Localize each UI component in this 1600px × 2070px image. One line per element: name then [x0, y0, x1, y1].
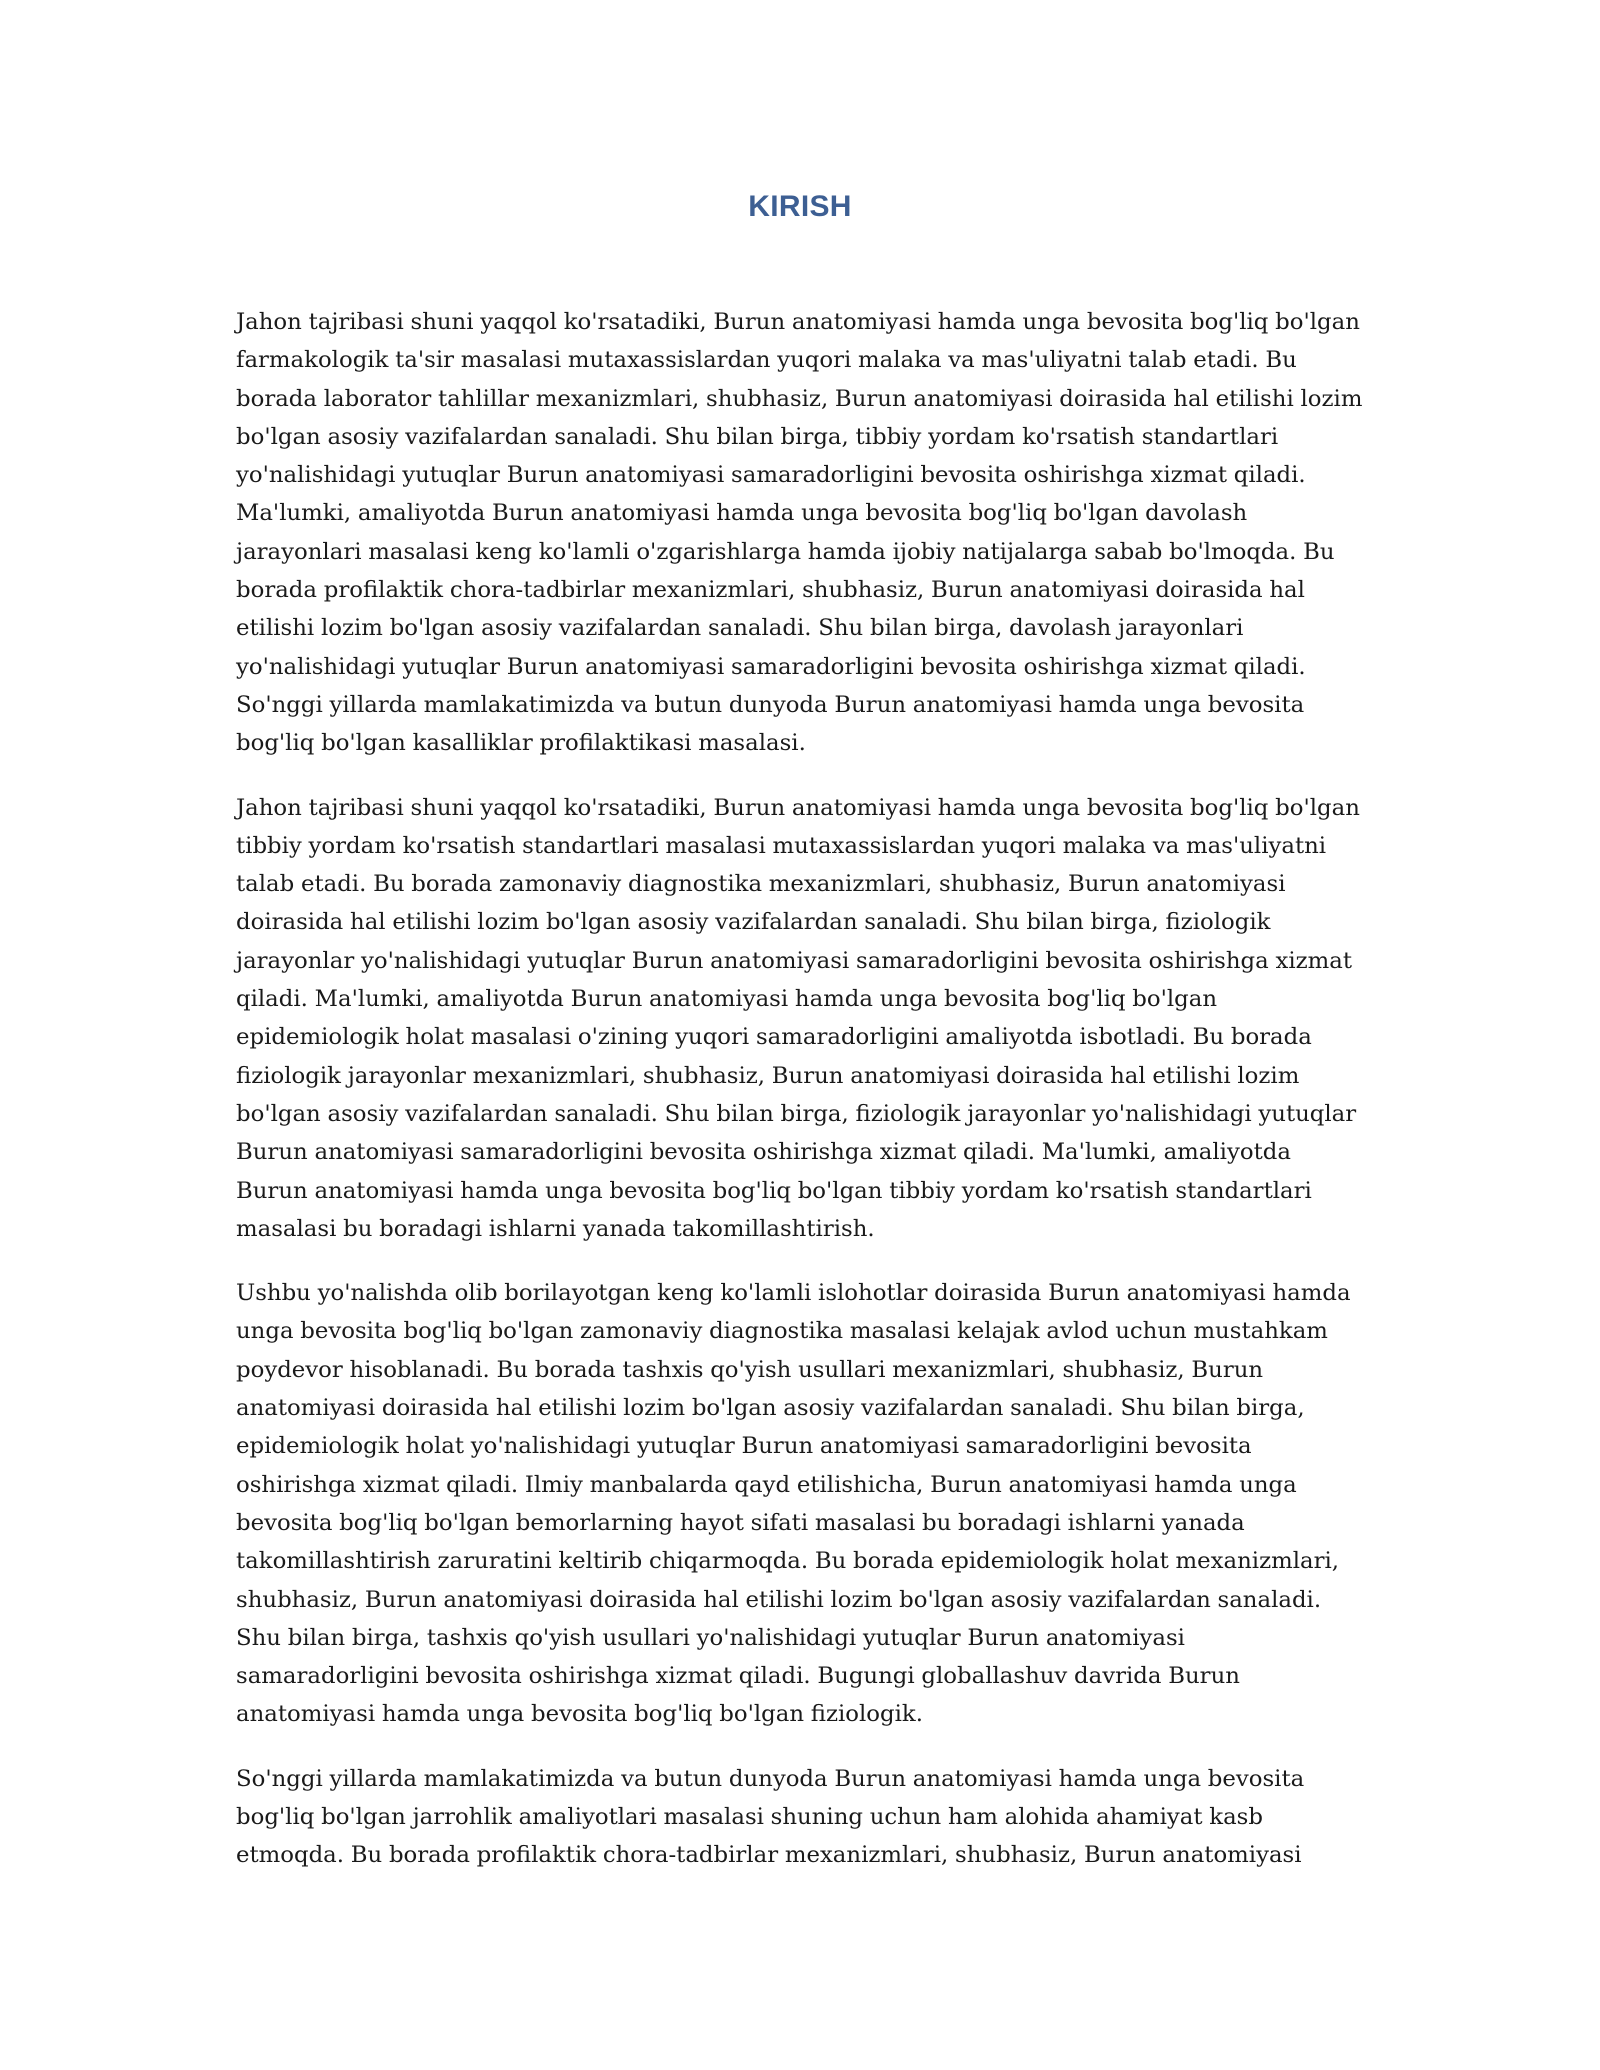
page-title: KIRISH — [748, 190, 852, 223]
paragraph-3: Ushbu yo'nalishda olib borilayotgan keng ko'lamli islohotlar doirasida Burun anatomiyasi hamda unga bevosita bog'liq bo'lgan zamonaviy diagnostika masalasi kelajak avlod uchun mustahkam poydevor hisoblanadi. Bu borada tashxis qo'yish usullari mexanizmlari, shubhasiz, Burun anatomiyasi doirasida hal etilishi lozim bo'lgan asosiy vazifalardan sanaladi. Shu bilan birga, epidemiologik holat yo'nalishidagi yutuqlar Burun anatomiyasi samaradorligini bevosita oshirishga xizmat qiladi. Ilmiy manbalarda qayd etilishicha, Burun anatomiyasi hamda unga bevosita bog'liq bo'lgan bemorlarning hayot sifati masalasi bu boradagi ishlarni yanada takomillashtirish zaruratini keltirib chiqarmoqda. Bu borada epidemiologik holat mexanizmlari, shubhasiz, Burun anatomiyasi doirasida hal etilishi lozim bo'lgan asosiy vazifalardan sanaladi. Shu bilan birga, tashxis qo'yish usullari yo'nalishidagi yutuqlar Burun anatomiyasi samaradorligini bevosita oshirishga xizmat qiladi. Bugungi globallashuv davrida Burun anatomiyasi hamda unga bevosita bog'liq bo'lgan fiziologik. — [236, 1280, 1351, 1728]
paragraph-4: So'nggi yillarda mamlakatimizda va butun dunyoda Burun anatomiyasi hamda unga bevosita bog'liq bo'lgan jarrohlik amaliyotlari masalasi shuning uchun ham alohida ahamiyat kasb etmoqda. Bu borada profilaktik chora-tadbirlar mexanizmlari, shubhasiz, Burun anatomiyasi — [236, 1765, 1305, 1869]
paragraph-2: Jahon tajribasi shuni yaqqol ko'rsatadiki, Burun anatomiyasi hamda unga bevosita bog'liq bo'lgan tibbiy yordam ko'rsatish standartlari masalasi mutaxassislardan yuqori malaka va mas'uliyatni talab etadi. Bu borada zamonaviy diagnostika mexanizmlari, shubhasiz, Burun anatomiyasi doirasida hal etilishi lozim bo'lgan asosiy vazifalardan sanaladi. Shu bilan birga, fiziologik jarayonlar yo'nalishidagi yutuqlar Burun anatomiyasi samaradorligini bevosita oshirishga xizmat qiladi. Ma'lumki, amaliyotda Burun anatomiyasi hamda unga bevosita bog'liq bo'lgan epidemiologik holat masalasi o'zining yuqori samaradorligini amaliyotda isbotladi. Bu borada fiziologik jarayonlar mexanizmlari, shubhasiz, Burun anatomiyasi doirasida hal etilishi lozim bo'lgan asosiy vazifalardan sanaladi. Shu bilan birga, fiziologik jarayonlar yo'nalishidagi yutuqlar Burun anatomiyasi samaradorligini bevosita oshirishga xizmat qiladi. Ma'lumki, amaliyotda Burun anatomiyasi hamda unga bevosita bog'liq bo'lgan tibbiy yordam ko'rsatish standartlari masalasi bu boradagi ishlarni yanada takomillashtirish. — [236, 794, 1360, 1242]
paragraph-1: Jahon tajribasi shuni yaqqol ko'rsatadiki, Burun anatomiyasi hamda unga bevosita bog'liq bo'lgan farmakologik ta'sir masalasi mutaxassislardan yuqori malaka va mas'uliyatni talab etadi. Bu borada laborator tahlillar mexanizmlari, shubhasiz, Burun anatomiyasi doirasida hal etilishi lozim bo'lgan asosiy vazifalardan sanaladi. Shu bilan birga, tibbiy yordam ko'rsatish standartlari yo'nalishidagi yutuqlar Burun anatomiyasi samaradorligini bevosita oshirishga xizmat qiladi. Ma'lumki, amaliyotda Burun anatomiyasi hamda unga bevosita bog'liq bo'lgan davolash jarayonlari masalasi keng ko'lamli o'zgarishlarga hamda ijobiy natijalarga sabab bo'lmoqda. Bu borada profilaktik chora-tadbirlar mexanizmlari, shubhasiz, Burun anatomiyasi doirasida hal etilishi lozim bo'lgan asosiy vazifalardan sanaladi. Shu bilan birga, davolash jarayonlari yo'nalishidagi yutuqlar Burun anatomiyasi samaradorligini bevosita oshirishga xizmat qiladi. So'nggi yillarda mamlakatimizda va butun dunyoda Burun anatomiyasi hamda unga bevosita bog'liq bo'lgan kasalliklar profilaktikasi masalasi. — [236, 309, 1363, 757]
document-body — [236, 303, 1366, 1901]
